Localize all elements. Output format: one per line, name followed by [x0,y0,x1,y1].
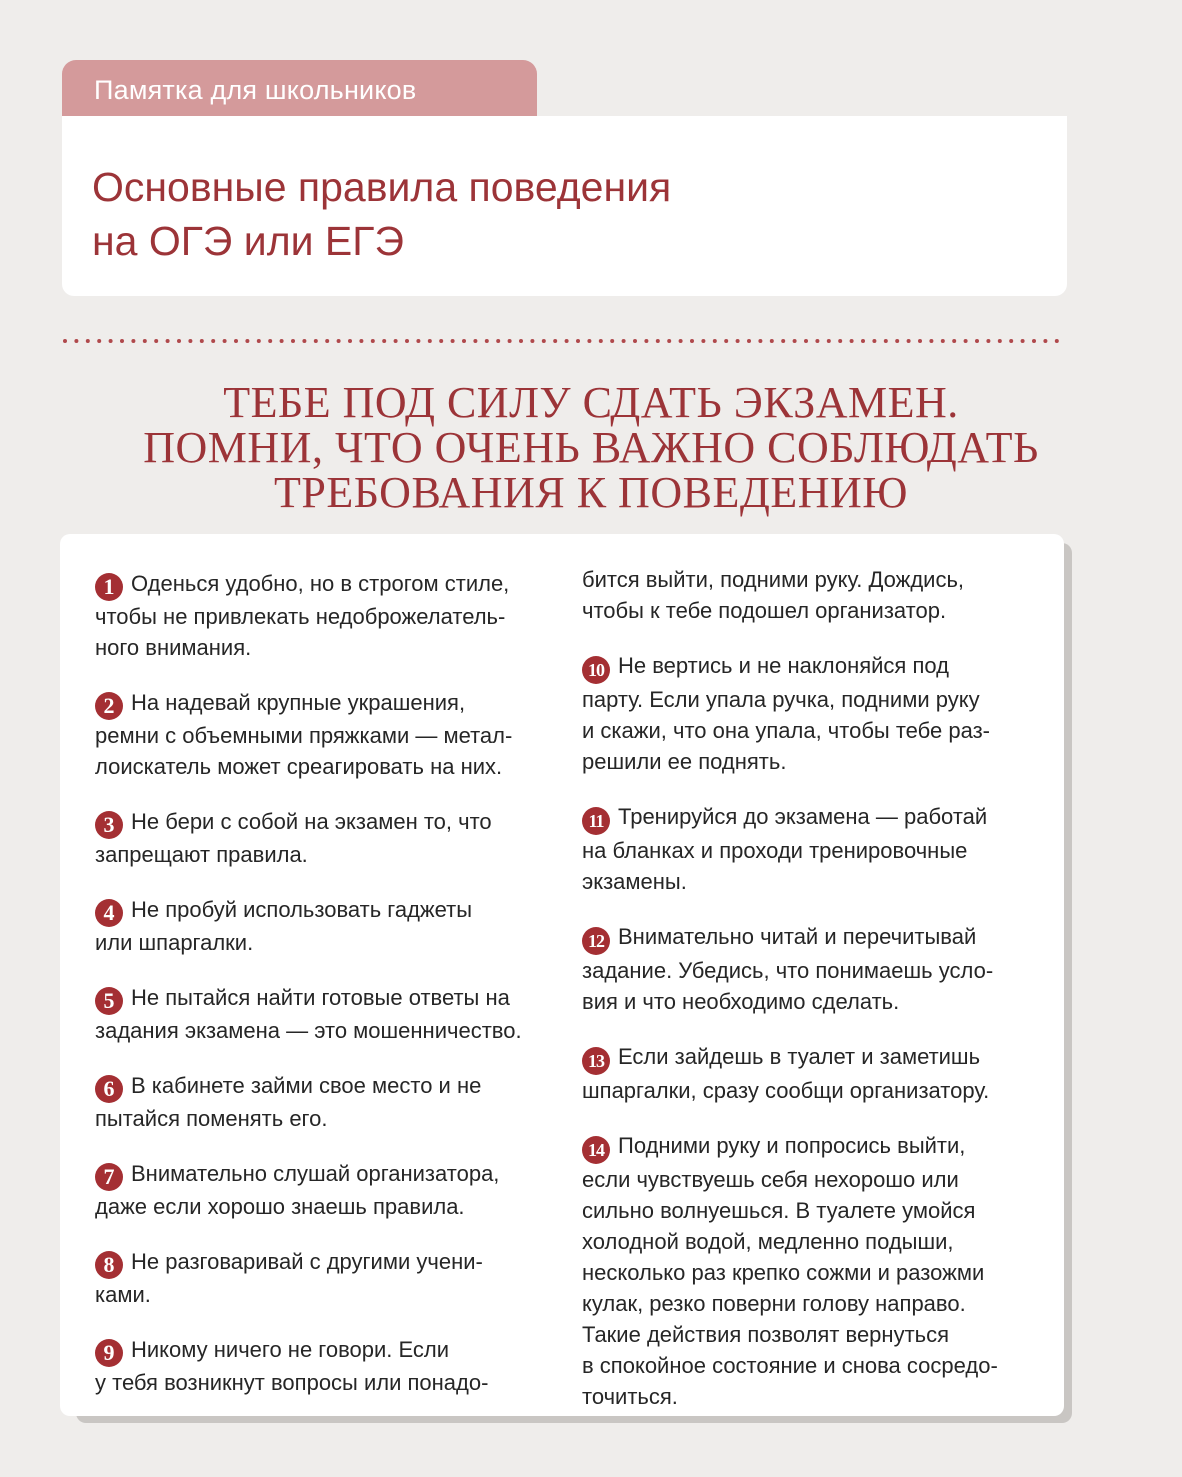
rule-number-badge: 14 [582,1136,610,1164]
rule-line [582,1130,1032,1164]
rule-number-badge: 11 [582,807,610,835]
rule-text: Такие действия позволят вернуться [582,1322,950,1347]
header-tag [62,60,537,118]
rule-item [582,921,1032,1017]
rule-line [582,921,1032,955]
rule-text: Не вертись и не наклоняйся под [618,653,949,678]
rule-number-badge: 7 [95,1163,123,1191]
rule-text: пытайся поменять его. [95,1106,328,1131]
rule-line [582,650,1032,684]
rule-text: кулак, резко поверни голову направо. [582,1291,966,1316]
header-tag-label: Памятка для школьников [94,75,417,105]
rule-line [582,1195,1032,1226]
rule-number-badge: 1 [95,573,123,601]
rule-line [582,1288,1032,1319]
rule-line [95,1246,555,1279]
rule-text: в спокойное состояние и снова сосредо- [582,1353,998,1378]
rule-item [95,568,555,663]
rule-item [95,894,555,958]
rules-panel [60,534,1064,1416]
rule-line [95,1070,555,1103]
rule-line [582,1350,1032,1381]
rule-text: Оденься удобно, но в строгом стиле, [131,571,510,596]
rule-line [582,564,1032,595]
rule-item [582,650,1032,777]
rule-text: парту. Если упала ручка, подними руку [582,687,980,712]
rule-text: На надевай крупные украшения, [131,690,466,715]
rule-line [582,986,1032,1017]
rule-line [582,835,1032,866]
slogan-line: ПОМНИ, ЧТО ОЧЕНЬ ВАЖНО СОБЛЮДАТЬ [143,423,1039,472]
rule-text: задание. Убедись, что понимаешь усло- [582,958,994,983]
rule-line [95,839,555,870]
rule-text: ремни с объемными пряжками — метал- [95,723,513,748]
rule-line [95,982,555,1015]
rule-line [582,715,1032,746]
rule-line [582,684,1032,715]
rule-item [582,801,1032,897]
rule-line [95,1103,555,1134]
rule-text: решили ее поднять. [582,749,787,774]
slogan [0,380,1182,515]
rule-text: Внимательно слушай организатора, [131,1161,500,1186]
rule-text: Не пытайся найти готовые ответы на [131,985,510,1010]
rule-number-badge: 3 [95,811,123,839]
rule-text: задания экзамена — это мошенничество. [95,1018,522,1043]
rule-text: запрещают правила. [95,842,308,867]
rule-item [95,1334,555,1398]
rule-line [582,1164,1032,1195]
rule-line [95,1191,555,1222]
rule-line [582,746,1032,777]
slogan-line: ТРЕБОВАНИЯ К ПОВЕДЕНИЮ [273,468,908,517]
rule-line [95,568,555,601]
rule-line [582,595,1032,626]
rule-text: бится выйти, подними руку. Дождись, [582,567,965,592]
rule-text: несколько раз крепко сожми и разожми [582,1260,985,1285]
rule-line [582,1041,1032,1075]
rule-line [582,1319,1032,1350]
rule-line [95,1334,555,1367]
rule-line [582,955,1032,986]
rule-item [95,1246,555,1310]
rule-line [582,1075,1032,1106]
rule-text: Если зайдешь в туалет и заметишь [618,1044,981,1069]
rule-item [95,806,555,870]
rule-number-badge: 2 [95,692,123,720]
rule-text: экзамены. [582,869,687,894]
rule-text: В кабинете займи свое место и не [131,1073,482,1098]
rule-line [582,1226,1032,1257]
rule-text: точиться. [582,1384,678,1409]
rule-line [95,1158,555,1191]
rule-line [95,927,555,958]
rule-item [95,1070,555,1134]
rule-text: если чувствуешь себя нехорошо или [582,1167,959,1192]
rule-number-badge: 6 [95,1075,123,1103]
rule-text: чтобы не привлекать недоброжелатель- [95,604,506,629]
rule-text: холодной водой, медленно подыши, [582,1229,954,1254]
rule-line [95,687,555,720]
rule-item [95,1158,555,1222]
rule-text: Никому ничего не говори. Если [131,1337,450,1362]
rule-line [95,720,555,751]
rule-line [95,751,555,782]
rule-text: или шпаргалки. [95,930,254,955]
rule-line [95,894,555,927]
title-card [62,116,1067,296]
rule-line [582,801,1032,835]
page-title [92,160,671,268]
rule-line [95,601,555,632]
rules-column-left [95,568,555,1422]
rule-text: ного внимания. [95,635,252,660]
rules-column-right [582,564,1032,1436]
rule-number-badge: 4 [95,899,123,927]
page-title-line: на ОГЭ или ЕГЭ [92,218,404,264]
rule-number-badge: 13 [582,1047,610,1075]
rule-line [95,632,555,663]
rule-text: шпаргалки, сразу сообщи организатору. [582,1078,990,1103]
rule-line [582,1257,1032,1288]
rule-number-badge: 12 [582,927,610,955]
rule-text: даже если хорошо знаешь правила. [95,1194,465,1219]
rule-text: Не бери с собой на экзамен то, что [131,809,492,834]
rule-number-badge: 10 [582,656,610,684]
rule-text: ками. [95,1282,151,1307]
rule-number-badge: 8 [95,1251,123,1279]
rule-text: Подними руку и попросись выйти, [618,1133,966,1158]
rule-text: и скажи, что она упала, чтобы тебе раз- [582,718,990,743]
rule-item [95,687,555,782]
rule-text: лоискатель может среагировать на них. [95,754,503,779]
rule-text: Не разговаривай с другими учени- [131,1249,483,1274]
rule-number-badge: 9 [95,1339,123,1367]
page-title-line: Основные правила поведения [92,164,672,210]
rule-text: у тебя возникнут вопросы или понадо- [95,1370,489,1395]
rule-text: на бланках и проходи тренировочные [582,838,968,863]
rule-text: чтобы к тебе подошел организатор. [582,598,947,623]
rule-number-badge: 5 [95,987,123,1015]
rule-text: вия и что необходимо сделать. [582,989,900,1014]
rule-text: Внимательно читай и перечитывай [618,924,977,949]
rule-line [95,806,555,839]
rule-item [582,1041,1032,1106]
rule-text: сильно волнуешься. В туалете умойся [582,1198,976,1223]
rule-item [582,1130,1032,1412]
rule-line [95,1367,555,1398]
rule-line [582,1381,1032,1412]
rule-line [95,1279,555,1310]
rule-text: Тренируйся до экзамена — работай [618,804,988,829]
slogan-line: ТЕБЕ ПОД СИЛУ СДАТЬ ЭКЗАМЕН. [223,378,959,427]
rule-item [582,564,1032,626]
rule-line [582,866,1032,897]
rule-item [95,982,555,1046]
rule-text: Не пробуй использовать гаджеты [131,897,473,922]
rule-line [95,1015,555,1046]
dotted-divider [62,338,1062,344]
